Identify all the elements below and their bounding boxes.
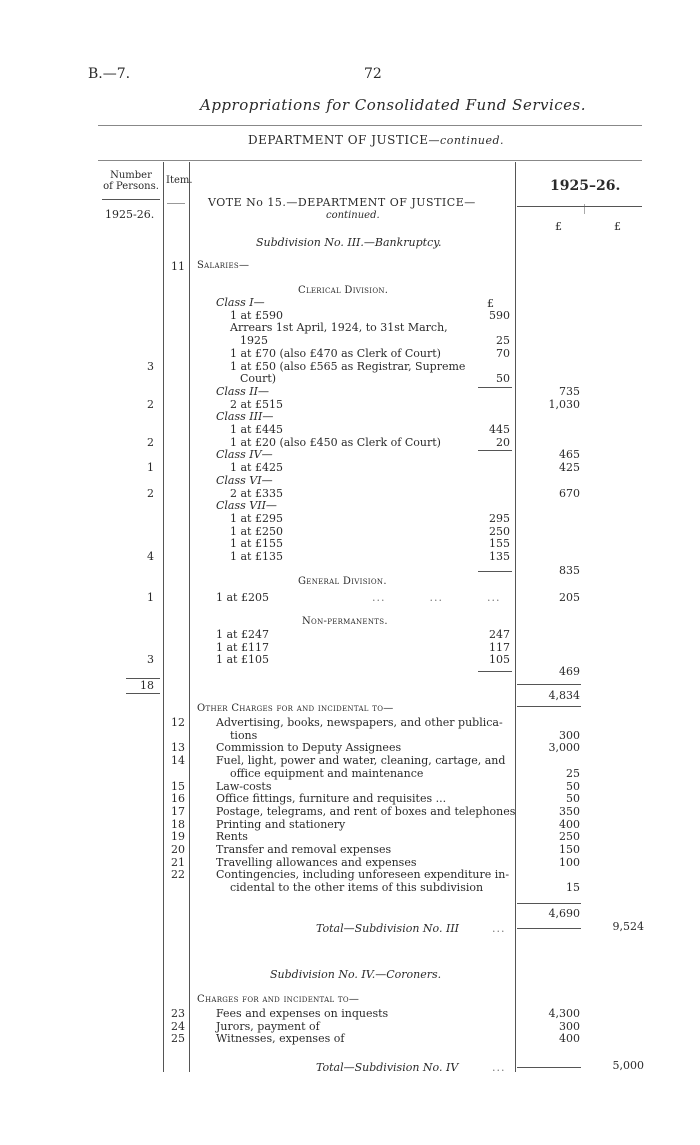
subdivision-4-title: Subdivision No. IV.—Coroners.	[270, 968, 442, 981]
total-subdivision-4-dots: ...	[492, 1061, 506, 1074]
other-charge-text: Postage, telegrams, and rent of boxes and telephones	[216, 804, 516, 818]
salary-row-text: Class VI—	[216, 473, 273, 487]
nonperm-row-amount: 117	[489, 640, 510, 654]
coroners-item-number: 23	[171, 1007, 185, 1020]
salary-row-persons: 2	[147, 397, 154, 411]
other-charge-text: Commission to Deputy Assignees	[216, 741, 402, 755]
nonperm-total: 469	[559, 665, 580, 678]
persons-total-rule-bottom	[126, 693, 160, 694]
other-charge-total: 400	[559, 817, 580, 831]
page-title: Appropriations for Consolidated Fund Services.	[200, 96, 587, 114]
other-charge-item-number: 21	[171, 855, 185, 869]
clerical-division-heading: Clerical Division.	[298, 285, 389, 296]
salary-row-text: Class II—	[216, 384, 269, 398]
other-charge-total: 3,000	[548, 741, 580, 755]
vote-continued: continued.	[326, 210, 380, 221]
department-heading	[248, 133, 504, 147]
salary-row-text: 1 at £295	[230, 511, 283, 525]
salary-row-text: Court)	[240, 372, 277, 386]
salaries-total-rule-bottom	[517, 706, 581, 707]
coroners-item-total: 4,300	[548, 1007, 580, 1020]
coroners-item-total: 400	[559, 1032, 580, 1046]
other-charge-total: 50	[566, 792, 580, 806]
other-charge-text: Contingencies, including unforeseen expenditure in-	[216, 868, 510, 882]
general-persons: 1	[147, 591, 154, 604]
persons-header-line1: Number	[110, 170, 152, 181]
other-charge-text: Office fittings, furniture and requisites ...	[216, 792, 447, 806]
salary-row-text: 1 at £20 (also £450 as Clerk of Court)	[230, 435, 441, 449]
salary-row-total: 425	[559, 461, 580, 475]
nonperm-row-text: 1 at £117	[216, 640, 269, 654]
salary-row-amount: 155	[489, 537, 510, 551]
other-charge-total: 100	[559, 855, 580, 869]
salary-row-text: Class VII—	[216, 499, 277, 513]
other-charge-text: Law-costs	[216, 779, 272, 793]
other-charge-item-number: 22	[171, 868, 185, 882]
salaries-total-rule-top	[517, 684, 581, 685]
nonperm-row-amount: 105	[489, 653, 510, 667]
year-header-rule	[517, 206, 642, 207]
salary-row-text: 1 at £250	[230, 524, 283, 538]
other-charge-text: Rents	[216, 830, 248, 844]
salary-row-text: 1 at £70 (also £470 as Clerk of Court)	[230, 346, 441, 360]
salary-row-amount: 50	[496, 372, 510, 386]
other-charge-item-number: 12	[171, 716, 185, 729]
pound-sign-column2: £	[614, 220, 621, 233]
other-charge-item-number: 14	[171, 754, 185, 768]
class7-rule	[478, 571, 512, 572]
salary-row-amount: 250	[489, 524, 510, 538]
nonperm-row-persons: 3	[147, 653, 154, 667]
coroners-item-number: 25	[171, 1032, 185, 1046]
item-column-header: Item.	[166, 175, 193, 186]
item-header-rule	[167, 203, 185, 204]
department-continued: —continued.	[428, 134, 505, 147]
salaries-total: 4,834	[548, 689, 580, 702]
other-charge-total: 250	[559, 830, 580, 844]
salary-row-persons: 2	[147, 435, 154, 449]
salaries-label: Salaries—	[197, 260, 250, 271]
other-charge-item-number: 17	[171, 804, 185, 818]
total-subdivision-3-label: Total—Subdivision No. III	[316, 922, 460, 935]
total-subdivision-3-amount: 9,524	[612, 920, 644, 933]
other-charge-total: 300	[559, 728, 580, 742]
other-charge-total: 350	[559, 804, 580, 818]
salary-row-amount: 20	[496, 435, 510, 449]
nonperm-row-amount: 247	[489, 628, 510, 641]
non-permanents-heading: Non-permanents.	[302, 616, 388, 627]
salary-row-persons: 1	[147, 461, 154, 475]
salary-row-text: Class IV—	[216, 448, 273, 462]
salaries-item-number: 11	[171, 260, 185, 273]
coroners-item-text: Fees and expenses on inquests	[216, 1007, 389, 1020]
coroners-item-text: Witnesses, expenses of	[216, 1032, 345, 1046]
other-charge-text: Printing and stationery	[216, 817, 346, 831]
other-charge-item-number: 20	[171, 843, 185, 856]
other-charge-text-cont: cidental to the other items of this subdivision	[230, 881, 484, 895]
vote-title: VOTE No 15.—DEPARTMENT OF JUSTICE—	[208, 196, 476, 209]
other-charge-text-cont: tions	[230, 728, 258, 742]
other-charge-item-number: 13	[171, 741, 185, 755]
title-rule	[98, 125, 642, 126]
persons-column-header	[102, 170, 160, 192]
salary-row-text: 1 at £50 (also £565 as Registrar, Supreme	[230, 359, 466, 373]
general-row-dots: ... ... ...	[372, 591, 501, 604]
coroners-item-total: 300	[559, 1019, 580, 1033]
salary-row-text: 1 at £590	[230, 308, 283, 322]
other-charge-item-number: 15	[171, 779, 185, 793]
salary-row-total: 465	[559, 448, 580, 462]
other-charges-total: 4,690	[548, 907, 580, 920]
nonperm-rule	[478, 671, 512, 672]
general-row-total: 205	[559, 591, 580, 604]
class7-total: 835	[559, 564, 580, 577]
other-charge-text: Fuel, light, power and water, cleaning, cartage, and	[216, 754, 506, 768]
persons-column-divider	[163, 162, 164, 1072]
salary-row-persons: 4	[147, 550, 154, 563]
salary-row-text: 2 at £515	[230, 397, 283, 411]
general-row-text: 1 at £205	[216, 591, 269, 604]
total-subdivision-4-amount: 5,000	[612, 1059, 644, 1072]
salary-row-total: 670	[559, 486, 580, 500]
other-charge-total: 15	[566, 881, 580, 895]
item-column-divider	[189, 162, 190, 1072]
nonperm-row-text: 1 at £247	[216, 628, 269, 641]
page-number: 72	[364, 66, 382, 82]
salary-row-text: 2 at £335	[230, 486, 283, 500]
salary-row-amount: 70	[496, 346, 510, 360]
other-charge-text: Advertising, books, newspapers, and other publica-	[216, 716, 503, 729]
persons-year: 1925-26.	[105, 208, 155, 221]
other-charge-item-number: 19	[171, 830, 185, 844]
coroners-item-number: 24	[171, 1019, 185, 1033]
salary-row-text: Class III—	[216, 410, 274, 424]
salary-row-text: Arrears 1st April, 1924, to 31st March,	[230, 321, 448, 335]
other-charge-total: 50	[566, 779, 580, 793]
subdivision-4-charges-label: Charges for and incidental to—	[197, 994, 360, 1005]
department-name: DEPARTMENT OF JUSTICE	[248, 133, 429, 147]
salary-row-text: 1 at £155	[230, 537, 283, 551]
salary-row-amount: 25	[496, 334, 510, 348]
class3-rule	[478, 450, 512, 451]
salary-row-amount: 135	[489, 550, 510, 563]
salary-row-persons: 2	[147, 486, 154, 500]
other-charge-text-cont: office equipment and maintenance	[230, 766, 424, 780]
other-charges-rule	[517, 903, 581, 904]
nonperm-row-text: 1 at £105	[216, 653, 269, 667]
year-column-header: 1925–26.	[550, 178, 621, 194]
total-subdivision-4-dash	[517, 1067, 581, 1068]
general-division-heading: General Division.	[298, 576, 387, 587]
salary-row-text: 1 at £425	[230, 461, 283, 475]
salary-row-total: 735	[559, 384, 580, 398]
salary-row-persons: 3	[147, 359, 154, 373]
salary-row-text: Class I—	[216, 296, 265, 309]
other-charges-label: Other Charges for and incidental to—	[197, 703, 394, 714]
salary-row-amount: 295	[489, 511, 510, 525]
subdivision-3-title: Subdivision No. III.—Bankruptcy.	[256, 236, 442, 249]
other-charge-item-number: 16	[171, 792, 185, 806]
description-column-divider	[515, 162, 516, 1072]
other-charge-total: 150	[559, 843, 580, 856]
persons-header-line2: of Persons.	[103, 181, 159, 192]
clerical-pound-sign: £	[487, 297, 494, 310]
total-subdivision-3-dash	[517, 928, 581, 929]
class1-rule	[478, 387, 512, 388]
persons-header-rule	[102, 199, 160, 200]
salary-row-amount: 445	[489, 423, 510, 436]
salary-row-amount: 590	[489, 308, 510, 322]
header-rule	[98, 160, 642, 161]
persons-total: 18	[140, 679, 154, 692]
other-charge-total: 25	[566, 766, 580, 780]
other-charge-text: Travelling allowances and expenses	[216, 855, 417, 869]
salary-row-total: 1,030	[548, 397, 580, 411]
other-charge-item-number: 18	[171, 817, 185, 831]
total-subdivision-3-dots: ...	[492, 922, 506, 935]
total-subdivision-4-label: Total—Subdivision No. IV	[316, 1061, 459, 1074]
salary-row-text: 1 at £135	[230, 550, 283, 563]
report-code: B.—7.	[88, 66, 131, 82]
coroners-item-text: Jurors, payment of	[216, 1019, 320, 1033]
pound-sign-column1: £	[555, 220, 562, 233]
salary-row-text: 1 at £445	[230, 423, 283, 436]
salary-row-text: 1925	[240, 334, 268, 348]
other-charge-text: Transfer and removal expenses	[216, 843, 392, 856]
